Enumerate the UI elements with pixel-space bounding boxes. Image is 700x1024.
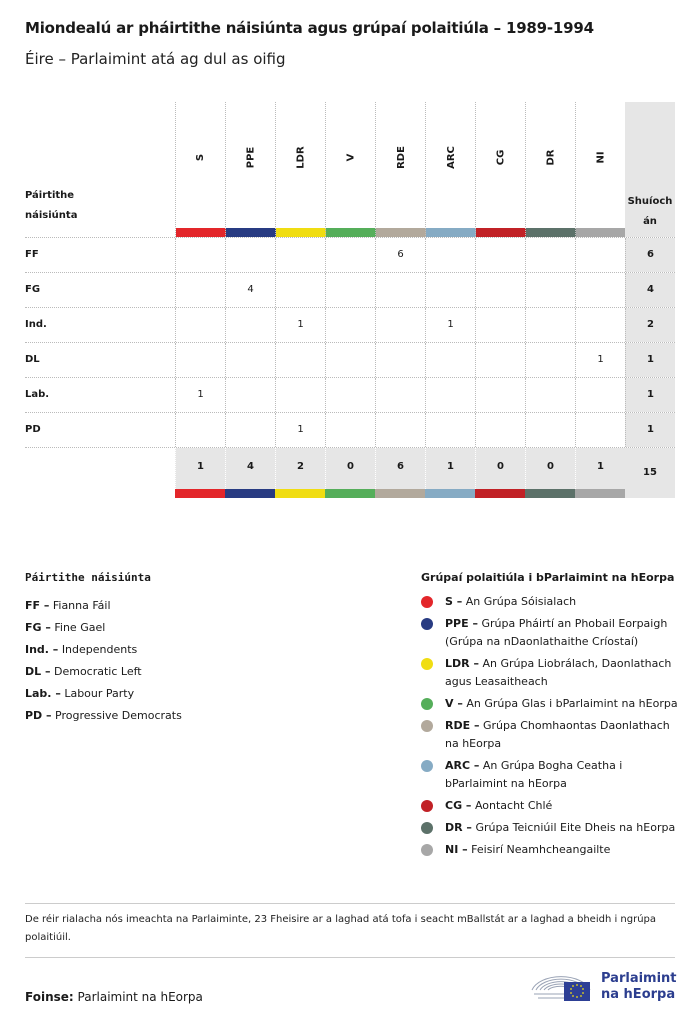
group-color-bar	[376, 228, 426, 237]
table-cell	[275, 378, 325, 412]
group-legend-item	[421, 757, 681, 793]
table-cell	[375, 413, 425, 447]
table-cell	[575, 378, 625, 412]
group-color-dot-icon	[421, 596, 433, 608]
row-total-cell: 4	[625, 273, 675, 307]
table-cell: 1	[175, 378, 225, 412]
group-legend-name: Aontacht Chlé	[474, 799, 553, 812]
seats-header-line2: án	[643, 216, 657, 227]
source-line	[25, 990, 203, 1004]
party-legend-item	[25, 617, 385, 639]
party-column-header-line1: Páirtithe	[25, 190, 75, 201]
table-cell: 6	[375, 238, 425, 272]
row-total-cell: 6	[625, 238, 675, 272]
group-code-label: V	[345, 153, 357, 161]
row-party-label: PD	[25, 424, 41, 435]
group-column-header-s	[175, 102, 225, 237]
party-column-header-line2: náisiúnta	[25, 210, 78, 221]
party-legend-code: Ind. –	[25, 643, 59, 656]
table-cell: 1	[575, 343, 625, 377]
group-total-cell: 0	[325, 448, 375, 489]
table-row	[25, 342, 675, 377]
table-cell	[375, 308, 425, 342]
table-cell	[425, 238, 475, 272]
table-cell	[225, 308, 275, 342]
group-legend-item	[421, 717, 681, 753]
group-total-cell: 6	[375, 448, 425, 489]
national-parties-legend-title: Páirtithe náisiúnta	[25, 571, 151, 584]
party-legend-code: DL –	[25, 665, 51, 678]
table-row	[25, 237, 675, 272]
group-color-bar	[226, 228, 276, 237]
group-code-label: S	[195, 153, 207, 161]
table-cell	[175, 238, 225, 272]
table-cell	[525, 308, 575, 342]
table-cell	[375, 273, 425, 307]
group-color-bar	[526, 228, 576, 237]
group-legend-code: DR –	[445, 821, 472, 834]
group-legend-item	[421, 819, 681, 837]
seats-header-line1: Shuíoch	[627, 196, 673, 207]
table-cell	[175, 413, 225, 447]
table-row	[25, 272, 675, 307]
group-legend-name: An Grúpa Sóisialach	[465, 595, 577, 608]
european-parliament-emblem-icon	[530, 966, 592, 1002]
group-color-dot-icon	[421, 844, 433, 856]
group-legend-name: Grúpa Pháirtí an Phobail Eorpaigh (Grúpa na nDaonlathaithe Críostaí)	[445, 617, 668, 648]
group-column-header-ppe	[225, 102, 275, 237]
group-code-label: DR	[545, 148, 557, 166]
table-cell	[575, 238, 625, 272]
table-cell	[225, 343, 275, 377]
source-label: Foinse:	[25, 990, 74, 1004]
group-legend-code: PPE –	[445, 617, 478, 630]
group-color-bar	[275, 489, 325, 498]
group-total-cell: 1	[425, 448, 475, 489]
group-color-bar	[475, 489, 525, 498]
group-legend-item	[421, 841, 681, 859]
group-color-bar	[576, 228, 626, 237]
group-color-bar	[575, 489, 625, 498]
grand-total-cell: 15	[625, 448, 675, 498]
party-legend-item	[25, 661, 385, 683]
group-color-bar	[525, 489, 575, 498]
european-parliament-logo	[530, 966, 680, 1006]
group-color-bar	[276, 228, 326, 237]
table-cell	[325, 378, 375, 412]
group-column-header-ldr	[275, 102, 325, 237]
group-color-dot-icon	[421, 720, 433, 732]
group-legend-item	[421, 655, 681, 691]
party-legend-name: Independents	[61, 643, 138, 656]
group-code-label: PPE	[245, 146, 257, 168]
page-subtitle: Éire – Parlaimint atá ag dul as oifig	[25, 50, 286, 68]
group-column-header-ni	[575, 102, 625, 237]
group-total-cell: 1	[575, 448, 625, 489]
table-cell	[325, 343, 375, 377]
table-cell	[275, 238, 325, 272]
table-cell: 1	[425, 308, 475, 342]
row-party-label: Lab.	[25, 389, 50, 400]
table-cell	[525, 273, 575, 307]
table-cell	[575, 413, 625, 447]
table-cell	[325, 238, 375, 272]
group-color-dot-icon	[421, 698, 433, 710]
group-color-dot-icon	[421, 658, 433, 670]
group-color-bar	[175, 489, 225, 498]
table-cell	[225, 238, 275, 272]
party-legend-item	[25, 595, 385, 617]
table-cell	[525, 238, 575, 272]
table-cell	[325, 273, 375, 307]
table-header-row	[25, 102, 675, 237]
seats-column-header	[625, 102, 675, 237]
group-column-header-rde	[375, 102, 425, 237]
table-cell: 1	[275, 413, 325, 447]
party-legend-name: Labour Party	[64, 687, 135, 700]
group-legend-code: NI –	[445, 843, 468, 856]
political-groups-legend	[421, 571, 681, 863]
table-row	[25, 377, 675, 412]
party-column-header	[25, 186, 77, 226]
table-cell	[175, 308, 225, 342]
group-color-dot-icon	[421, 760, 433, 772]
party-legend-item	[25, 705, 385, 727]
table-cell	[225, 413, 275, 447]
breakdown-table	[25, 102, 675, 497]
group-color-bar	[426, 228, 476, 237]
table-row	[25, 412, 675, 447]
footnote: De réir rialacha nós imeachta na Parlaiminte, 23 Fheisire ar a laghad atá tofa i seacht mBallstát ar a laghad a bheidh i ngrúpa polaitiúil.	[25, 903, 675, 958]
table-cell	[325, 308, 375, 342]
table-cell	[375, 378, 425, 412]
group-legend-code: RDE –	[445, 719, 480, 732]
row-party-label: DL	[25, 354, 40, 365]
table-row	[25, 307, 675, 342]
group-legend-code: ARC –	[445, 759, 480, 772]
group-column-header-cg	[475, 102, 525, 237]
row-party-label: Ind.	[25, 319, 47, 330]
table-cell	[425, 413, 475, 447]
group-total-cell: 0	[475, 448, 525, 489]
group-code-label: CG	[495, 149, 507, 165]
source-value: Parlaimint na hEorpa	[77, 990, 203, 1004]
row-total-cell: 1	[625, 378, 675, 412]
table-cell	[475, 378, 525, 412]
group-column-header-v	[325, 102, 375, 237]
group-legend-item	[421, 797, 681, 815]
party-legend-name: Fianna Fáil	[52, 599, 111, 612]
group-total-cell: 1	[175, 448, 225, 489]
group-legend-name: An Grúpa Liobrálach, Daonlathach agus Leasaitheach	[445, 657, 672, 688]
party-legend-code: PD –	[25, 709, 52, 722]
national-parties-legend	[25, 571, 385, 727]
logo-text-line2: na hEorpa	[601, 987, 676, 1002]
group-legend-name: Feisirí Neamhcheangailte	[471, 843, 611, 856]
table-cell	[475, 238, 525, 272]
table-cell	[325, 413, 375, 447]
table-cell	[525, 413, 575, 447]
group-code-label: RDE	[395, 145, 407, 169]
page-title: Miondealú ar pháirtithe náisiúnta agus grúpaí polaitiúla – 1989-1994	[25, 19, 594, 37]
group-color-bar	[326, 228, 376, 237]
table-cell	[375, 343, 425, 377]
group-color-bar	[225, 489, 275, 498]
table-cell	[575, 273, 625, 307]
row-total-cell: 2	[625, 308, 675, 342]
table-cell	[275, 343, 325, 377]
group-color-bar	[176, 228, 226, 237]
group-color-dot-icon	[421, 618, 433, 630]
row-party-label: FF	[25, 249, 39, 260]
group-code-label: NI	[595, 150, 607, 164]
group-color-bar	[425, 489, 475, 498]
row-total-cell: 1	[625, 343, 675, 377]
group-color-bar	[476, 228, 526, 237]
political-groups-legend-title: Grúpaí polaitiúla i bParlaimint na hEorpa	[421, 571, 675, 584]
table-cell: 4	[225, 273, 275, 307]
table-cell	[175, 273, 225, 307]
group-legend-item	[421, 695, 681, 713]
party-legend-code: Lab. –	[25, 687, 61, 700]
table-cell	[475, 273, 525, 307]
group-color-bar	[325, 489, 375, 498]
group-legend-code: V –	[445, 697, 463, 710]
party-legend-name: Democratic Left	[53, 665, 142, 678]
group-legend-code: LDR –	[445, 657, 479, 670]
group-total-cell: 0	[525, 448, 575, 489]
table-cell	[575, 308, 625, 342]
group-total-cell: 2	[275, 448, 325, 489]
group-legend-item	[421, 615, 681, 651]
group-color-dot-icon	[421, 822, 433, 834]
group-legend-code: CG –	[445, 799, 472, 812]
table-cell	[475, 308, 525, 342]
table-cell	[425, 273, 475, 307]
table-cell	[475, 413, 525, 447]
party-legend-code: FF –	[25, 599, 50, 612]
group-legend-name: Grúpa Teicniúil Eite Dheis na hEorpa	[475, 821, 676, 834]
party-legend-name: Progressive Democrats	[55, 709, 182, 722]
group-legend-code: S –	[445, 595, 463, 608]
group-legend-name: An Grúpa Bogha Ceatha i bParlaimint na hEorpa	[445, 759, 623, 790]
table-cell	[275, 273, 325, 307]
table-cell	[425, 343, 475, 377]
group-legend-name: Grúpa Chomhaontas Daonlathach na hEorpa	[445, 719, 670, 750]
group-column-header-dr	[525, 102, 575, 237]
party-legend-item	[25, 639, 385, 661]
group-column-header-arc	[425, 102, 475, 237]
party-legend-code: FG –	[25, 621, 51, 634]
group-color-dot-icon	[421, 800, 433, 812]
group-color-bar	[375, 489, 425, 498]
table-cell	[525, 343, 575, 377]
group-total-cell: 4	[225, 448, 275, 489]
group-totals-row	[25, 447, 675, 497]
group-code-label: LDR	[295, 145, 307, 169]
row-total-cell: 1	[625, 413, 675, 447]
table-cell	[475, 343, 525, 377]
table-cell	[175, 343, 225, 377]
logo-text-line1: Parlaimint	[601, 971, 677, 986]
group-legend-item	[421, 593, 681, 611]
table-cell	[425, 378, 475, 412]
row-party-label: FG	[25, 284, 41, 295]
table-cell: 1	[275, 308, 325, 342]
party-legend-item	[25, 683, 385, 705]
group-code-label: ARC	[445, 145, 457, 169]
party-legend-name: Fine Gael	[54, 621, 106, 634]
table-cell	[225, 378, 275, 412]
table-cell	[525, 378, 575, 412]
group-legend-name: An Grúpa Glas i bParlaimint na hEorpa	[466, 697, 678, 710]
